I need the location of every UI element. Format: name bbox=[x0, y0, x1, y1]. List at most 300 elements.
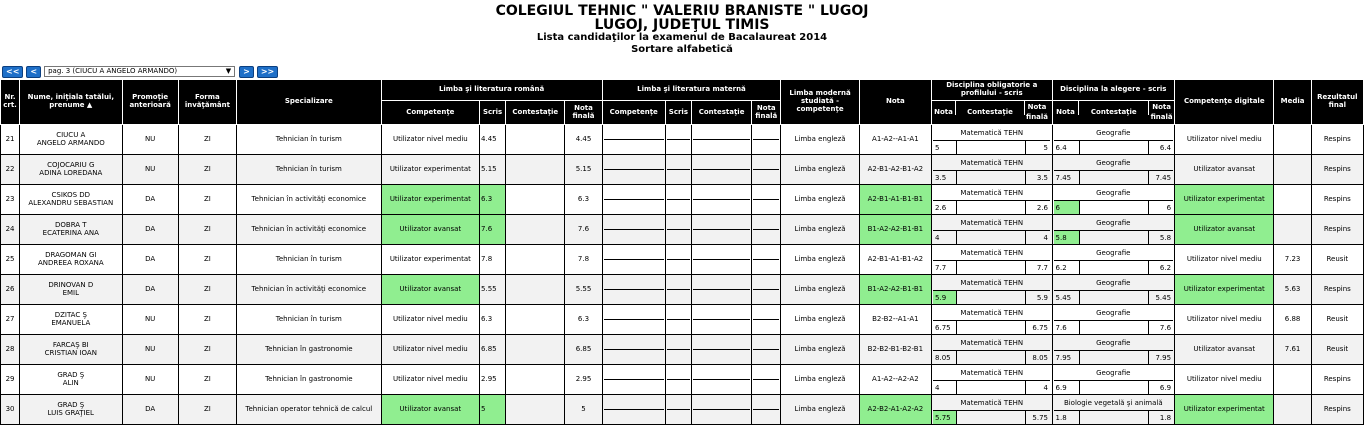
row-forma: ZI bbox=[178, 215, 236, 245]
row-media bbox=[1274, 155, 1311, 185]
row-al-disciplina: Geografie bbox=[1096, 218, 1131, 227]
row-nume-first: LUIS GRAŢIEL bbox=[47, 408, 94, 417]
row-ro-nota-finala: 5.15 bbox=[565, 155, 602, 185]
row-promotie: DA bbox=[122, 245, 178, 275]
row-mat-nota-finala bbox=[752, 275, 781, 305]
row-ob-nota: 5 bbox=[933, 140, 956, 154]
row-promotie: NU bbox=[122, 155, 178, 185]
row-forma: ZI bbox=[178, 185, 236, 215]
row-ob-nota: 4 bbox=[933, 380, 956, 394]
row-media bbox=[1274, 215, 1311, 245]
row-mat-contestatie bbox=[691, 125, 751, 155]
table-row bbox=[1, 305, 1364, 335]
row-ro-scris: 5 bbox=[480, 395, 506, 425]
row-alegere bbox=[1052, 155, 1175, 185]
row-digitale: Utilizator experimentat bbox=[1175, 275, 1274, 305]
col-alegere: Disciplina la alegere - scris bbox=[1052, 80, 1175, 101]
row-ob-disciplina: Matematică TEHN bbox=[960, 308, 1024, 317]
row-al-nota: 1.8 bbox=[1054, 410, 1079, 424]
next-page-button[interactable]: > bbox=[239, 66, 254, 78]
row-media: 7.61 bbox=[1274, 335, 1311, 365]
row-mat-contestatie bbox=[691, 155, 751, 185]
col-obligatorie: Disciplina obligatorie a profilului - scris bbox=[932, 80, 1053, 101]
row-ob-nota: 4 bbox=[933, 230, 956, 244]
row-mat-scris bbox=[665, 275, 691, 305]
row-ro-nota-finala: 6.3 bbox=[565, 305, 602, 335]
table-row bbox=[1, 365, 1364, 395]
row-media bbox=[1274, 185, 1311, 215]
row-ob-contestatie bbox=[956, 200, 1025, 214]
row-nume bbox=[20, 335, 122, 365]
row-al-contestatie bbox=[1079, 140, 1148, 154]
col-mat-nota-finala: Nota finală bbox=[752, 101, 781, 125]
row-promotie: NU bbox=[122, 365, 178, 395]
row-mat-competente bbox=[602, 245, 665, 275]
row-ob-contestatie bbox=[956, 230, 1025, 244]
row-ob-disciplina: Matematică TEHN bbox=[960, 338, 1024, 347]
row-ob-nota-finala: 3.5 bbox=[1025, 170, 1050, 184]
row-nume bbox=[20, 365, 122, 395]
row-al-disciplina: Geografie bbox=[1096, 278, 1131, 287]
row-al-disciplina: Biologie vegetală şi animală bbox=[1063, 398, 1163, 407]
col-al-nota-finala: Nota finală bbox=[1148, 101, 1174, 115]
row-ob-disciplina: Matematică TEHN bbox=[960, 158, 1024, 167]
col-forma: Forma învăţământ bbox=[178, 80, 236, 125]
row-ro-contestatie bbox=[506, 395, 565, 425]
row-mat-scris bbox=[665, 155, 691, 185]
col-mat-competente: Competenţe bbox=[602, 101, 665, 125]
row-forma: ZI bbox=[178, 155, 236, 185]
row-nume-last: DOBRA T bbox=[55, 220, 87, 229]
row-obligatorie bbox=[932, 125, 1053, 155]
row-ob-nota-finala: 4 bbox=[1025, 230, 1050, 244]
row-nume bbox=[20, 215, 122, 245]
row-specializare: Tehnician în activităţi economice bbox=[237, 215, 382, 245]
row-nume bbox=[20, 185, 122, 215]
row-mat-nota-finala bbox=[752, 305, 781, 335]
row-ro-competente: Utilizator nivel mediu bbox=[381, 365, 479, 395]
col-al-nota: Nota bbox=[1056, 108, 1075, 116]
row-mat-contestatie bbox=[691, 395, 751, 425]
row-mat-nota-finala bbox=[752, 395, 781, 425]
first-page-button[interactable]: << bbox=[2, 66, 23, 78]
row-ro-contestatie bbox=[506, 335, 565, 365]
row-mat-contestatie bbox=[691, 365, 751, 395]
row-ob-contestatie bbox=[956, 260, 1025, 274]
row-ro-competente: Utilizator avansat bbox=[381, 275, 479, 305]
row-al-contestatie bbox=[1079, 290, 1148, 304]
row-al-disciplina: Geografie bbox=[1096, 188, 1131, 197]
row-al-nota-finala: 6.4 bbox=[1148, 140, 1174, 154]
row-digitale: Utilizator experimentat bbox=[1175, 395, 1274, 425]
row-nr: 28 bbox=[1, 335, 20, 365]
row-ob-disciplina: Matematică TEHN bbox=[960, 128, 1024, 137]
row-digitale: Utilizator nivel mediu bbox=[1175, 365, 1274, 395]
col-al-sub bbox=[1052, 101, 1175, 125]
row-al-contestatie bbox=[1079, 200, 1148, 214]
row-forma: ZI bbox=[178, 305, 236, 335]
row-moderna: Limba engleză bbox=[781, 395, 859, 425]
row-ro-competente: Utilizator nivel mediu bbox=[381, 125, 479, 155]
row-forma: ZI bbox=[178, 395, 236, 425]
row-ob-nota: 6.75 bbox=[933, 320, 956, 334]
col-ob-contestatie: Contestaţie bbox=[955, 101, 1024, 115]
row-alegere bbox=[1052, 335, 1175, 365]
row-specializare: Tehnician în turism bbox=[237, 125, 382, 155]
row-ro-scris: 2.95 bbox=[480, 365, 506, 395]
row-ob-nota-finala: 6.75 bbox=[1025, 320, 1050, 334]
row-ob-disciplina: Matematică TEHN bbox=[960, 218, 1024, 227]
row-mat-scris bbox=[665, 305, 691, 335]
row-alegere bbox=[1052, 395, 1175, 425]
col-nr: Nr. crt. bbox=[1, 80, 20, 125]
row-moderna: Limba engleză bbox=[781, 155, 859, 185]
row-nume-first: EMANUELA bbox=[51, 318, 91, 327]
row-mat-nota-finala bbox=[752, 155, 781, 185]
row-nr: 22 bbox=[1, 155, 20, 185]
row-rezultat: Respins bbox=[1311, 395, 1363, 425]
row-nume bbox=[20, 275, 122, 305]
row-alegere bbox=[1052, 245, 1175, 275]
row-ob-contestatie bbox=[956, 350, 1025, 364]
page-subtitle: LUGOJ, JUDEŢUL TIMIS bbox=[594, 17, 770, 33]
row-rezultat: Respins bbox=[1311, 125, 1363, 155]
row-nume-first: ALEXANDRU SEBASTIAN bbox=[28, 198, 114, 207]
row-specializare: Tehnician în turism bbox=[237, 305, 382, 335]
row-nr: 25 bbox=[1, 245, 20, 275]
row-moderna: Limba engleză bbox=[781, 125, 859, 155]
row-moderna: Limba engleză bbox=[781, 275, 859, 305]
row-ob-disciplina: Matematică TEHN bbox=[960, 188, 1024, 197]
row-media: 5.63 bbox=[1274, 275, 1311, 305]
row-ro-scris: 6.3 bbox=[480, 185, 506, 215]
row-nota: A1-A2--A2-A2 bbox=[859, 365, 931, 395]
row-moderna: Limba engleză bbox=[781, 245, 859, 275]
row-mat-nota-finala bbox=[752, 335, 781, 365]
row-al-contestatie bbox=[1079, 380, 1148, 394]
row-mat-contestatie bbox=[691, 275, 751, 305]
row-ro-competente: Utilizator nivel mediu bbox=[381, 335, 479, 365]
row-al-disciplina: Geografie bbox=[1096, 308, 1131, 317]
col-moderna: Limba modernă studiată - competenţe bbox=[781, 80, 859, 125]
row-nota: A2-B1-A1-B1-B1 bbox=[859, 185, 931, 215]
row-nume-first: CRISTIAN IOAN bbox=[44, 348, 97, 357]
row-nume-last: GRAD Ş bbox=[57, 370, 85, 379]
row-nume-last: CSIKOS DD bbox=[51, 190, 91, 199]
row-nume-last: FARCAŞ BI bbox=[52, 340, 89, 349]
page-select[interactable] bbox=[44, 66, 235, 77]
row-ob-contestatie bbox=[956, 380, 1025, 394]
row-obligatorie bbox=[932, 395, 1053, 425]
row-ob-nota-finala: 5 bbox=[1025, 140, 1050, 154]
row-al-nota: 5.8 bbox=[1054, 230, 1079, 244]
row-rezultat: Reusit bbox=[1311, 245, 1363, 275]
row-ro-nota-finala: 7.8 bbox=[565, 245, 602, 275]
row-ro-scris: 6.3 bbox=[480, 305, 506, 335]
row-ro-nota-finala: 6.85 bbox=[565, 335, 602, 365]
sort-caption: Sortare alfabetică bbox=[631, 44, 733, 55]
row-media: 6.88 bbox=[1274, 305, 1311, 335]
col-ro-contestatie: Contestaţie bbox=[506, 101, 565, 125]
row-ob-contestatie bbox=[956, 410, 1025, 424]
row-ro-nota-finala: 2.95 bbox=[565, 365, 602, 395]
row-media bbox=[1274, 365, 1311, 395]
row-promotie: DA bbox=[122, 185, 178, 215]
row-ob-contestatie bbox=[956, 290, 1025, 304]
table-row bbox=[1, 155, 1364, 185]
col-nota: Nota bbox=[859, 80, 931, 125]
row-nota: A1-A2--A1-A1 bbox=[859, 125, 931, 155]
row-nume-last: CIUCU A bbox=[56, 130, 86, 139]
row-mat-nota-finala bbox=[752, 125, 781, 155]
row-ob-nota: 3.5 bbox=[933, 170, 956, 184]
row-obligatorie bbox=[932, 185, 1053, 215]
row-nume bbox=[20, 245, 122, 275]
row-al-nota: 6.9 bbox=[1054, 380, 1079, 394]
col-rezultat: Rezultatul final bbox=[1311, 80, 1363, 125]
row-obligatorie bbox=[932, 245, 1053, 275]
col-ob-sub bbox=[932, 101, 1053, 125]
col-promotie: Promoţie anterioară bbox=[122, 80, 178, 125]
row-al-contestatie bbox=[1079, 350, 1148, 364]
row-nume-first: EMIL bbox=[62, 288, 80, 297]
row-nr: 23 bbox=[1, 185, 20, 215]
row-mat-contestatie bbox=[691, 185, 751, 215]
row-nota: B1-A2-A2-B1-B1 bbox=[859, 215, 931, 245]
row-al-contestatie bbox=[1079, 260, 1148, 274]
chevron-down-icon: ▼ bbox=[225, 67, 232, 75]
row-alegere bbox=[1052, 215, 1175, 245]
table-row bbox=[1, 335, 1364, 365]
row-mat-competente bbox=[602, 275, 665, 305]
col-romana: Limba şi literatura română bbox=[381, 80, 602, 101]
row-nota: A2-B2-A1-A2-A2 bbox=[859, 395, 931, 425]
row-ob-contestatie bbox=[956, 140, 1025, 154]
row-ob-nota: 7.7 bbox=[933, 260, 956, 274]
row-media bbox=[1274, 395, 1311, 425]
row-ro-competente: Utilizator experimentat bbox=[381, 245, 479, 275]
page-title: COLEGIUL TEHNIC " VALERIU BRANISTE " LUGOJ bbox=[495, 3, 869, 19]
row-ob-disciplina: Matematică TEHN bbox=[960, 368, 1024, 377]
row-mat-scris bbox=[665, 215, 691, 245]
row-nume-first: ANGELO ARMANDO bbox=[36, 138, 105, 147]
row-promotie: NU bbox=[122, 305, 178, 335]
row-ob-nota: 5.75 bbox=[933, 410, 956, 424]
prev-page-button[interactable]: < bbox=[26, 66, 41, 78]
row-ro-competente: Utilizator experimentat bbox=[381, 155, 479, 185]
row-rezultat: Respins bbox=[1311, 275, 1363, 305]
row-mat-contestatie bbox=[691, 305, 751, 335]
row-ob-nota-finala: 5.75 bbox=[1025, 410, 1050, 424]
row-al-nota-finala: 6.9 bbox=[1148, 380, 1174, 394]
row-nr: 21 bbox=[1, 125, 20, 155]
row-mat-competente bbox=[602, 335, 665, 365]
row-mat-scris bbox=[665, 395, 691, 425]
col-mat-contestatie: Contestaţie bbox=[691, 101, 751, 125]
row-ro-contestatie bbox=[506, 275, 565, 305]
row-mat-scris bbox=[665, 245, 691, 275]
row-specializare: Tehnician în turism bbox=[237, 245, 382, 275]
row-specializare: Tehnician în gastronomie bbox=[237, 365, 382, 395]
row-ro-scris: 7.6 bbox=[480, 215, 506, 245]
col-al-contestatie: Contestaţie bbox=[1078, 101, 1148, 115]
row-al-nota: 6.4 bbox=[1054, 140, 1079, 154]
row-nume bbox=[20, 155, 122, 185]
row-nota: B2-B2--A1-A1 bbox=[859, 305, 931, 335]
row-al-nota-finala: 5.45 bbox=[1148, 290, 1174, 304]
page-select-value: pag. 3 (CIUCU A ANGELO ARMANDO) bbox=[48, 67, 178, 75]
table-row bbox=[1, 185, 1364, 215]
row-al-nota-finala: 7.6 bbox=[1148, 320, 1174, 334]
row-ro-contestatie bbox=[506, 245, 565, 275]
row-nume-last: DRINOVAN D bbox=[48, 280, 94, 289]
row-mat-competente bbox=[602, 125, 665, 155]
row-mat-contestatie bbox=[691, 215, 751, 245]
row-moderna: Limba engleză bbox=[781, 185, 859, 215]
row-moderna: Limba engleză bbox=[781, 305, 859, 335]
row-mat-scris bbox=[665, 335, 691, 365]
row-mat-contestatie bbox=[691, 335, 751, 365]
row-ob-nota-finala: 7.7 bbox=[1025, 260, 1050, 274]
row-forma: ZI bbox=[178, 125, 236, 155]
row-mat-nota-finala bbox=[752, 215, 781, 245]
row-specializare: Tehnician operator tehnică de calcul bbox=[237, 395, 382, 425]
row-nume-last: GRAD Ş bbox=[57, 400, 85, 409]
row-obligatorie bbox=[932, 155, 1053, 185]
row-nr: 27 bbox=[1, 305, 20, 335]
table-row bbox=[1, 215, 1364, 245]
row-al-nota: 7.6 bbox=[1054, 320, 1079, 334]
row-mat-competente bbox=[602, 185, 665, 215]
row-mat-scris bbox=[665, 125, 691, 155]
col-mat-scris: Scris bbox=[665, 101, 691, 125]
row-al-nota-finala: 7.45 bbox=[1148, 170, 1174, 184]
row-al-contestatie bbox=[1079, 410, 1148, 424]
row-nr: 24 bbox=[1, 215, 20, 245]
row-mat-nota-finala bbox=[752, 245, 781, 275]
row-alegere bbox=[1052, 365, 1175, 395]
row-digitale: Utilizator avansat bbox=[1175, 215, 1274, 245]
row-rezultat: Respins bbox=[1311, 215, 1363, 245]
row-nume-first: ALIN bbox=[62, 378, 79, 387]
row-ob-nota-finala: 5.9 bbox=[1025, 290, 1050, 304]
row-ro-scris: 5.15 bbox=[480, 155, 506, 185]
row-promotie: DA bbox=[122, 395, 178, 425]
row-ob-disciplina: Matematică TEHN bbox=[960, 278, 1024, 287]
row-nume-last: DRAGOMAN GI bbox=[45, 250, 97, 259]
row-specializare: Tehnician în gastronomie bbox=[237, 335, 382, 365]
row-nota: A2-B1-A1-B1-A2 bbox=[859, 245, 931, 275]
row-nume-last: COJOCARIU G bbox=[47, 160, 95, 169]
col-nume[interactable]: Nume, iniţiala tatălui, prenume ▲ bbox=[20, 80, 122, 125]
row-ob-nota: 8.05 bbox=[933, 350, 956, 364]
row-nume-first: ECATERINA ANA bbox=[42, 228, 99, 237]
row-nr: 30 bbox=[1, 395, 20, 425]
row-digitale: Utilizator avansat bbox=[1175, 155, 1274, 185]
row-ro-nota-finala: 5 bbox=[565, 395, 602, 425]
row-al-disciplina: Geografie bbox=[1096, 338, 1131, 347]
list-caption: Lista candidaţilor la examenul de Bacalaureat 2014 bbox=[536, 32, 828, 43]
row-mat-scris bbox=[665, 185, 691, 215]
row-rezultat: Respins bbox=[1311, 155, 1363, 185]
row-rezultat: Reusit bbox=[1311, 305, 1363, 335]
row-nota: A2-B1-A2-B1-A2 bbox=[859, 155, 931, 185]
row-ro-contestatie bbox=[506, 365, 565, 395]
col-specializare: Specializare bbox=[237, 80, 382, 125]
row-ro-nota-finala: 4.45 bbox=[565, 125, 602, 155]
row-mat-scris bbox=[665, 365, 691, 395]
row-alegere bbox=[1052, 125, 1175, 155]
row-ro-competente: Utilizator experimentat bbox=[381, 185, 479, 215]
row-ob-nota: 2.6 bbox=[933, 200, 956, 214]
row-specializare: Tehnician în activităţi economice bbox=[237, 185, 382, 215]
row-ro-nota-finala: 5.55 bbox=[565, 275, 602, 305]
row-promotie: NU bbox=[122, 335, 178, 365]
row-mat-contestatie bbox=[691, 245, 751, 275]
row-promotie: DA bbox=[122, 275, 178, 305]
row-obligatorie bbox=[932, 215, 1053, 245]
row-obligatorie bbox=[932, 335, 1053, 365]
row-al-nota: 6.2 bbox=[1054, 260, 1079, 274]
row-ob-contestatie bbox=[956, 320, 1025, 334]
row-ro-competente: Utilizator nivel mediu bbox=[381, 305, 479, 335]
row-mat-competente bbox=[602, 365, 665, 395]
row-alegere bbox=[1052, 305, 1175, 335]
col-ob-nota: Nota bbox=[934, 108, 953, 116]
row-mat-competente bbox=[602, 395, 665, 425]
row-nume bbox=[20, 125, 122, 155]
row-ro-contestatie bbox=[506, 215, 565, 245]
row-ro-contestatie bbox=[506, 305, 565, 335]
row-mat-competente bbox=[602, 215, 665, 245]
col-ob-nota-finala: Nota finală bbox=[1026, 103, 1049, 121]
row-ob-disciplina: Matematică TEHN bbox=[960, 398, 1024, 407]
row-al-nota-finala: 6.2 bbox=[1148, 260, 1174, 274]
col-ro-competente: Competenţe bbox=[381, 101, 479, 125]
last-page-button[interactable]: >> bbox=[257, 66, 278, 78]
row-obligatorie bbox=[932, 305, 1053, 335]
row-mat-nota-finala bbox=[752, 365, 781, 395]
row-ob-nota: 5.9 bbox=[933, 290, 956, 304]
row-al-disciplina: Geografie bbox=[1096, 128, 1131, 137]
row-alegere bbox=[1052, 275, 1175, 305]
row-ro-scris: 7.8 bbox=[480, 245, 506, 275]
row-moderna: Limba engleză bbox=[781, 215, 859, 245]
row-digitale: Utilizator nivel mediu bbox=[1175, 125, 1274, 155]
row-al-contestatie bbox=[1079, 170, 1148, 184]
row-digitale: Utilizator experimentat bbox=[1175, 185, 1274, 215]
row-ro-scris: 5.55 bbox=[480, 275, 506, 305]
row-digitale: Utilizator avansat bbox=[1175, 335, 1274, 365]
col-media: Media bbox=[1274, 80, 1311, 125]
col-digitale: Competenţe digitale bbox=[1175, 80, 1274, 125]
table-row bbox=[1, 395, 1364, 425]
row-moderna: Limba engleză bbox=[781, 365, 859, 395]
row-specializare: Tehnician în activităţi economice bbox=[237, 275, 382, 305]
row-forma: ZI bbox=[178, 245, 236, 275]
row-al-nota: 7.95 bbox=[1054, 350, 1079, 364]
row-nr: 29 bbox=[1, 365, 20, 395]
col-ro-scris: Scris bbox=[480, 101, 506, 125]
row-al-nota-finala: 6 bbox=[1148, 200, 1174, 214]
row-al-disciplina: Geografie bbox=[1096, 248, 1131, 257]
col-ro-nota-finala: Nota finală bbox=[565, 101, 602, 125]
row-ro-scris: 6.85 bbox=[480, 335, 506, 365]
row-nume-last: DZITAC Ş bbox=[54, 310, 87, 319]
row-al-contestatie bbox=[1079, 230, 1148, 244]
pagination bbox=[2, 66, 281, 77]
row-ro-nota-finala: 7.6 bbox=[565, 215, 602, 245]
